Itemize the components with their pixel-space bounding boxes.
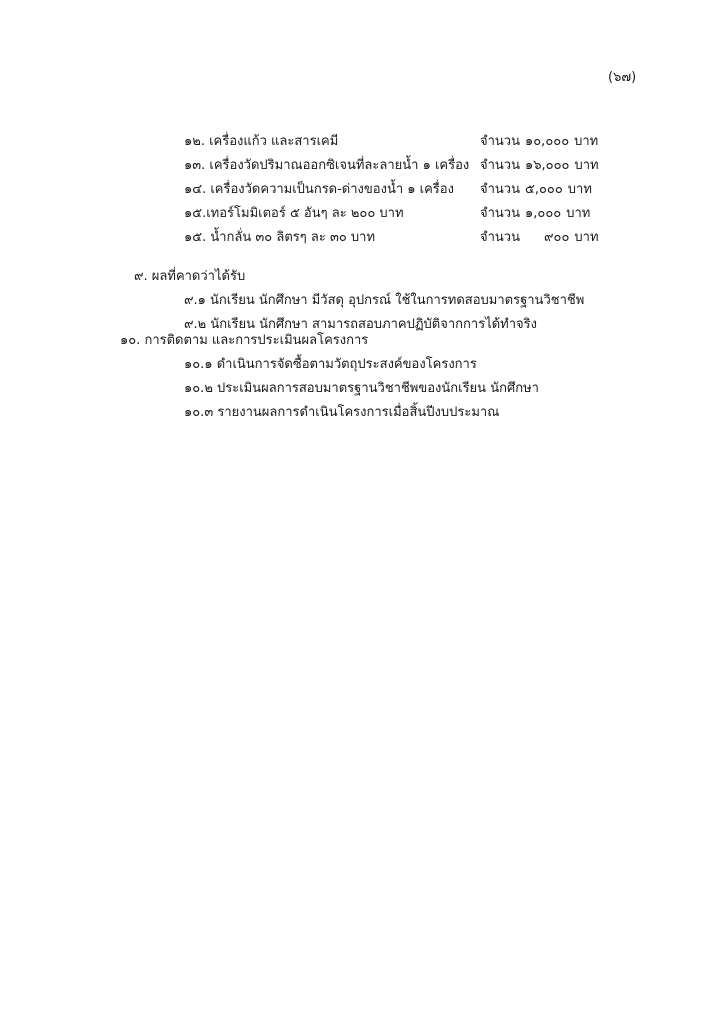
budget-item-label: ๑๕.เทอร์โมมิเตอร์ ๕ อันๆ ละ ๒๐๐ บาท [184,206,404,221]
amount-value: ๙๐๐ [544,230,570,245]
amount-label: จำนวน [480,206,520,221]
amount-label: จำนวน [480,158,520,173]
amount-value: ๑๐,๐๐๐ [525,134,570,149]
section-expected-results [0,265,725,337]
budget-item-label: ๑๒. เครื่องแก้ว และสารเคมี [184,134,339,149]
page-number: (๖๗) [608,70,637,85]
amount-value: ๕,๐๐๐ [525,182,563,197]
budget-row [0,154,725,178]
amount-value: ๑,๐๐๐ [525,206,562,221]
amount-label: จำนวน [480,230,520,245]
section-item: ๑๐.๑ ดำเนินการจัดซื้อตามวัตถุประสงค์ของโครงการ [184,357,477,372]
budget-row [0,226,725,250]
section-heading: ๙. ผลที่คาดว่าได้รับ [134,269,246,284]
budget-item-label: ๑๕. น้ำกลั่น ๓๐ ลิตรๆ ละ ๓๐ บาท [184,230,376,245]
amount-unit: บาท [574,158,599,173]
budget-list [0,130,725,250]
amount-unit: บาท [574,134,599,149]
budget-item-amount [480,130,598,154]
section-item: ๙.๒ นักเรียน นักศึกษา สามารถสอบภาคปฏิบัติจากการได้ทำจริง [184,317,537,332]
budget-item-label: ๑๓. เครื่องวัดปริมาณออกซิเจนที่ละลายน้ำ ๑ เครื่อง [184,158,470,173]
budget-row [0,130,725,154]
budget-item-amount [480,226,599,250]
budget-item-amount [480,202,590,226]
budget-item-amount [480,154,599,178]
budget-row [0,202,725,226]
amount-unit: บาท [566,206,591,221]
section-item: ๑๐.๒ ประเมินผลการสอบมาตรฐานวิชาชีพของนักเรียน นักศึกษา [184,381,539,396]
amount-label: จำนวน [480,134,520,149]
section-item: ๑๐.๓ รายงานผลการดำเนินโครงการเมื่อสิ้นปีงบประมาณ [184,405,500,420]
amount-value: ๑๖,๐๐๐ [525,158,570,173]
amount-unit: บาท [567,182,592,197]
amount-unit: บาท [574,230,599,245]
amount-label: จำนวน [480,182,520,197]
budget-item-amount [480,178,592,202]
section-item: ๙.๑ นักเรียน นักศึกษา มีวัสดุ อุปกรณ์ ใช้ในการทดสอบมาตรฐานวิชาชีพ [184,293,585,308]
section-heading: ๑๐. การติดตาม และการประเมินผลโครงการ [120,333,369,348]
budget-item-label: ๑๔. เครื่องวัดความเป็นกรด-ด่างของน้ำ ๑ เครื่อง [184,182,454,197]
budget-row [0,178,725,202]
section-monitoring-evaluation [0,329,725,425]
